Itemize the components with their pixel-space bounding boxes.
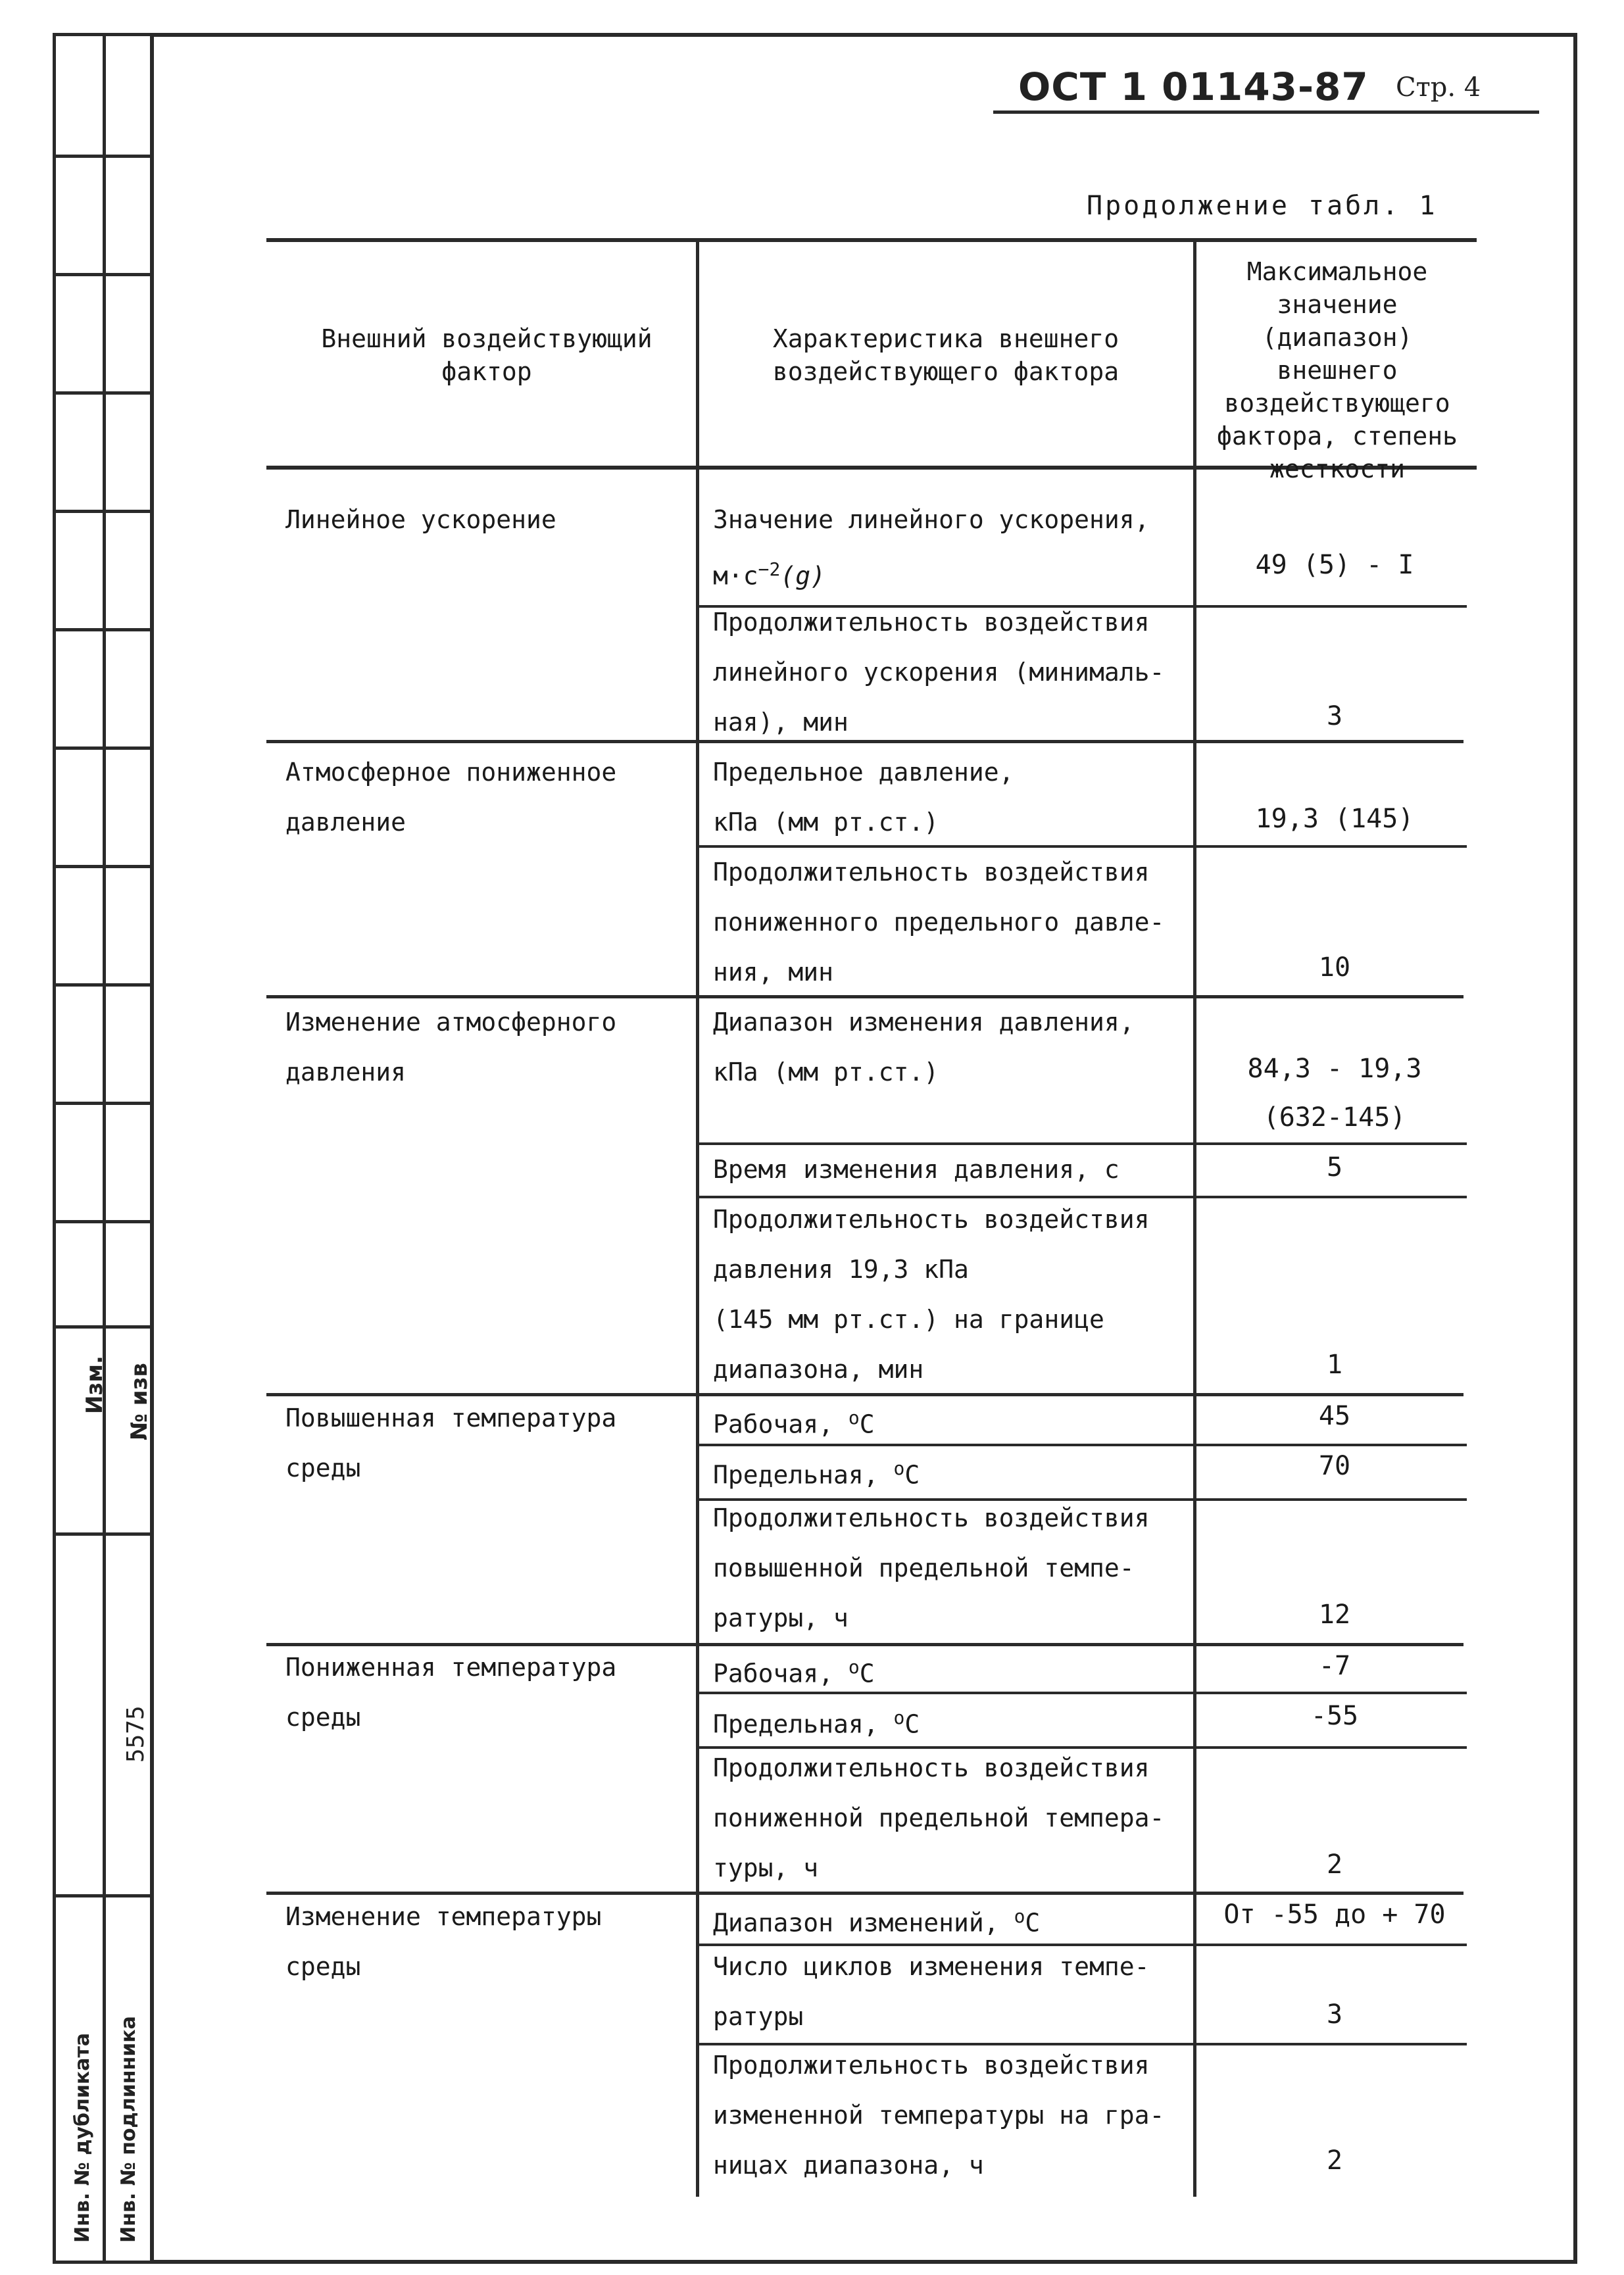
value-temp-boundary-duration: 2 xyxy=(1326,2145,1343,2176)
factor-linear-acceleration: Линейное ускорение xyxy=(285,505,556,534)
stamp-no-izv: № изв xyxy=(126,1363,153,1440)
factor-low-pressure: Атмосферное пониженное давление xyxy=(285,758,617,837)
stamp-rule xyxy=(53,273,150,276)
stamp-rule xyxy=(53,746,150,750)
header-col-2: Характеристика внешнего воздействующего фактора xyxy=(772,324,1120,386)
factor-low-temp: Пониженная температура среды xyxy=(285,1653,617,1732)
char-accel-value: Значение линейного ускорения, $м\cdot с^{-2}(g)$ xyxy=(713,505,1150,591)
char-high-duration: Продолжительность воздействия повышенной предельной темпе- ратуры, ч xyxy=(713,1504,1150,1632)
factor-pressure-change: Изменение атмосферного давления xyxy=(285,1008,617,1087)
char-limit-pressure: Предельное давление, кПа (мм рт.ст.) xyxy=(713,758,1014,837)
factor-temp-change: Изменение температуры среды xyxy=(285,1902,602,1981)
value-limit-pressure: 19,3 (145) xyxy=(1255,804,1414,834)
header-col-1: Внешний воздействующий фактор xyxy=(321,324,652,386)
char-pressure-change-time: Время изменения давления, с xyxy=(713,1155,1120,1184)
page-number: Стр. 4 xyxy=(1396,72,1481,103)
char-high-limit: Предельная, $^o$C xyxy=(713,1457,920,1490)
char-low-duration: Продолжительность воздействия пониженной предельной темпера- туры, ч xyxy=(713,1753,1165,1882)
left-stamp-column xyxy=(53,33,150,2264)
table-caption: Продолжение табл. 1 xyxy=(1087,191,1438,221)
stamp-inv-dubl: Инв. № дубликата xyxy=(71,2032,94,2243)
char-low-working: Рабочая, $^o$C xyxy=(713,1656,875,1688)
stamp-number: 5575 xyxy=(122,1705,149,1763)
stamp-rule xyxy=(53,983,150,987)
char-accel-duration: Продолжительность воздействия линейного ускорения (минималь- ная), мин xyxy=(713,608,1165,737)
value-accel: 49 (5) - I xyxy=(1255,550,1414,580)
value-pressure-range-mm: (632-145) xyxy=(1263,1102,1406,1133)
stamp-izm: Изм. xyxy=(82,1356,108,1414)
stamp-rule xyxy=(53,1894,150,1897)
char-pressure-duration: Продолжительность воздействия пониженного предельного давле- ния, мин xyxy=(713,858,1165,987)
stamp-rule xyxy=(53,1532,150,1536)
stamp-rule xyxy=(53,1325,150,1329)
value-high-limit: 70 xyxy=(1318,1451,1351,1481)
stamp-rule xyxy=(53,510,150,513)
char-high-working: Рабочая, $^o$C xyxy=(713,1407,875,1439)
value-high-working: 45 xyxy=(1318,1401,1351,1431)
value-pressure-boundary-duration: 1 xyxy=(1326,1350,1343,1380)
table-top-rule xyxy=(266,238,1477,242)
header-col-3: Максимальное значение (диапазон) внешнего воздействующего фактора, степень жесткости xyxy=(1216,257,1458,483)
stamp-rule xyxy=(53,155,150,158)
value-low-working: -7 xyxy=(1318,1651,1351,1681)
value-temp-range: От -55 до + 70 xyxy=(1223,1899,1446,1930)
doc-code: ОСТ 1 01143-87 xyxy=(1018,64,1369,109)
stamp-rule xyxy=(53,865,150,868)
stamp-divider xyxy=(103,33,106,2264)
stamp-rule xyxy=(53,1102,150,1105)
char-temp-range: Диапазон изменений, $^o$C xyxy=(713,1905,1041,1938)
stamp-rule xyxy=(53,628,150,631)
value-pressure-duration: 10 xyxy=(1318,952,1351,983)
stamp-rule xyxy=(53,1220,150,1223)
value-accel-duration: 3 xyxy=(1326,701,1343,731)
char-pressure-boundary-duration: Продолжительность воздействия давления 19,3 кПа (145 мм рт.ст.) на границе диапазона, мин xyxy=(713,1205,1150,1384)
char-temp-boundary-duration: Продолжительность воздействия измененной температуры на гра- ницах диапазона, ч xyxy=(713,2051,1165,2180)
factor-high-temp: Повышенная температура среды xyxy=(285,1404,617,1482)
value-low-limit: -55 xyxy=(1310,1701,1359,1731)
table-col-divider-1 xyxy=(696,240,699,2197)
char-temp-cycles: Число циклов изменения темпе- ратуры xyxy=(713,1952,1150,2031)
stamp-rule xyxy=(53,391,150,395)
value-high-duration: 12 xyxy=(1318,1600,1351,1630)
value-pressure-range-kpa: 84,3 - 19,3 xyxy=(1247,1054,1422,1084)
header-rule xyxy=(993,110,1539,114)
char-pressure-range: Диапазон изменения давления, кПа (мм рт.ст.) xyxy=(713,1008,1135,1087)
value-low-duration: 2 xyxy=(1326,1849,1343,1880)
value-temp-cycles: 3 xyxy=(1326,1999,1343,2030)
char-low-limit: Предельная, $^o$C xyxy=(713,1707,920,1739)
value-pressure-change-time: 5 xyxy=(1326,1152,1343,1183)
stamp-inv-podl: Инв. № подлинника xyxy=(117,2016,140,2243)
